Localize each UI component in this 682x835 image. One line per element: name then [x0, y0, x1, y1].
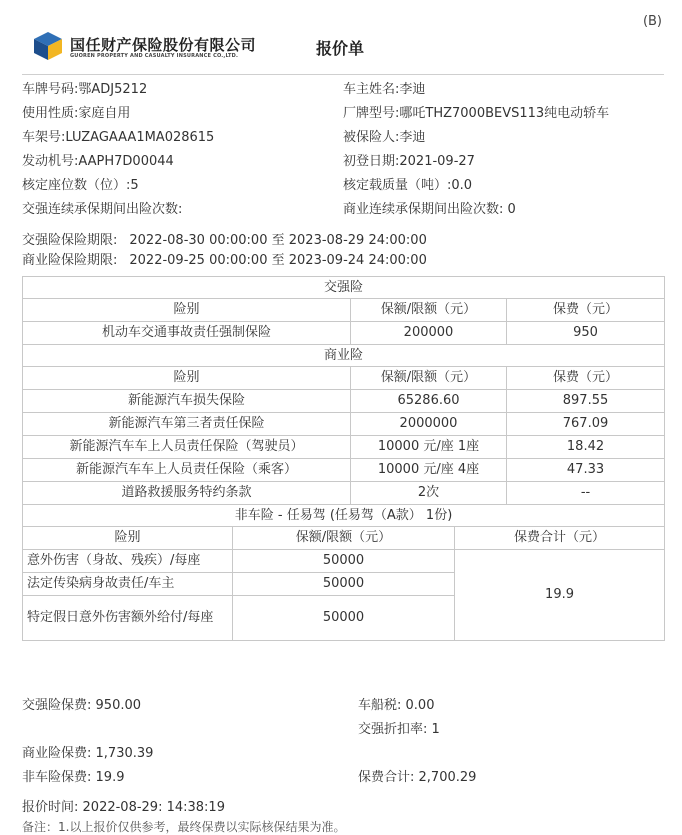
quote-time-label: 报价时间: — [22, 800, 79, 815]
jq-header-row — [23, 299, 665, 322]
owner-name — [343, 78, 425, 97]
model-value: 哪吒THZ7000BEVS113纯电动轿车 — [399, 106, 610, 121]
plate-number — [22, 78, 147, 97]
sy-claim-count — [343, 198, 516, 217]
fc-section-title: 非车险 - 任易驾 (任易驾（A款） 1份) — [23, 505, 665, 527]
fc-premium — [22, 766, 124, 785]
table-row — [23, 322, 665, 345]
jq-section-title: 交强险 — [23, 277, 665, 299]
sy-section-header — [23, 345, 665, 367]
sy-claims-label: 商业连续承保期间出险次数: — [343, 202, 504, 217]
jq-discount-label: 交强折扣率: — [358, 722, 428, 737]
coverage-amount: 50000 — [233, 550, 455, 573]
jq-claims-label: 交强连续承保期间出险次数: — [22, 202, 183, 217]
company-name-cn: 国任财产保险股份有限公司 — [70, 36, 257, 54]
table-row — [23, 550, 665, 573]
load-capacity — [343, 174, 472, 193]
fc-premium-value: 19.9 — [95, 770, 125, 785]
sy-claims-value: 0 — [507, 202, 516, 217]
company-name-en: GUOREN PROPERTY AND CASUALTY INSURANCE CO.,LTD. — [70, 53, 239, 59]
jq-period-label: 交强险保险期限: — [22, 233, 118, 248]
sy-premium-value: 1,730.39 — [95, 746, 154, 761]
load-label: 核定载质量（吨）: — [343, 178, 452, 193]
total-premium — [358, 766, 476, 785]
document-title: 报价单 — [316, 39, 365, 58]
owner-value: 李迪 — [399, 82, 426, 97]
sy-premium — [22, 742, 153, 761]
coverage-name: 机动车交通事故责任强制保险 — [23, 322, 351, 345]
vehicle-tax-value: 0.00 — [405, 698, 435, 713]
fc-section-header — [23, 505, 665, 527]
fc-header-row — [23, 527, 665, 550]
vehicle-tax-label: 车船税: — [358, 698, 402, 713]
sy-section-title: 商业险 — [23, 345, 665, 367]
coverage-premium: 950 — [507, 322, 665, 345]
jq-discount-value: 1 — [431, 722, 440, 737]
model-label: 厂牌型号: — [343, 106, 400, 121]
coverage-amount: 10000 元/座 1座 — [351, 436, 507, 459]
coverage-amount: 50000 — [233, 573, 455, 596]
plate-label: 车牌号码: — [22, 82, 79, 97]
jq-period-start: 2022-08-30 00:00:00 — [129, 233, 268, 248]
jq-period — [22, 229, 427, 248]
jq-col-amount: 保额/限额（元） — [351, 299, 507, 322]
coverage-name: 道路救援服务特约条款 — [23, 482, 351, 505]
registration-date — [343, 150, 475, 169]
seats-label: 核定座位数（位）: — [22, 178, 131, 193]
jq-period-sep: 至 — [271, 233, 285, 248]
coverage-name: 新能源汽车车上人员责任保险（驾驶员） — [23, 436, 351, 459]
fc-premium-total: 19.9 — [455, 550, 665, 641]
sy-header-row — [23, 367, 665, 390]
vin-number — [22, 126, 214, 145]
jq-discount — [358, 718, 440, 737]
load-value: 0.0 — [451, 178, 473, 193]
usage-value: 家庭自用 — [78, 106, 131, 121]
header-divider — [22, 74, 664, 75]
table-row — [23, 436, 665, 459]
usage-label: 使用性质: — [22, 106, 79, 121]
fc-col-coverage: 险别 — [23, 527, 233, 550]
sy-period-sep: 至 — [271, 253, 285, 268]
reg-date-label: 初登日期: — [343, 154, 400, 169]
jq-period-end: 2023-08-29 24:00:00 — [288, 233, 427, 248]
seat-count — [22, 174, 139, 193]
coverage-amount: 10000 元/座 4座 — [351, 459, 507, 482]
remark-note: 备注：1.以上报价仅供参考，最终保费以实际核保结果为准。 — [22, 820, 346, 834]
coverage-name: 新能源汽车第三者责任保险 — [23, 413, 351, 436]
jq-col-premium: 保费（元） — [507, 299, 665, 322]
engine-value: AAPH7D00044 — [78, 154, 174, 169]
quote-time-value: 2022-08-29: 14:38:19 — [82, 800, 225, 815]
table-row — [23, 390, 665, 413]
sy-col-premium: 保费（元） — [507, 367, 665, 390]
table-row — [23, 482, 665, 505]
jq-premium — [22, 694, 141, 713]
plate-value: 鄂ADJ5212 — [78, 82, 148, 97]
coverage-premium: -- — [507, 482, 665, 505]
coverage-amount: 65286.60 — [351, 390, 507, 413]
sy-col-coverage: 险别 — [23, 367, 351, 390]
coverage-premium: 767.09 — [507, 413, 665, 436]
coverage-amount: 2次 — [351, 482, 507, 505]
total-premium-value: 2,700.29 — [418, 770, 477, 785]
fc-premium-label: 非车险保费: — [22, 770, 92, 785]
fc-col-amount: 保额/限额（元） — [233, 527, 455, 550]
sy-period — [22, 249, 427, 268]
coverage-name: 新能源汽车车上人员责任保险（乘客） — [23, 459, 351, 482]
coverage-name: 新能源汽车损失保险 — [23, 390, 351, 413]
table-row — [23, 413, 665, 436]
coverage-name: 意外伤害（身故、残疾）/每座 — [23, 550, 233, 573]
coverage-amount: 2000000 — [351, 413, 507, 436]
jq-premium-label: 交强险保费: — [22, 698, 92, 713]
usage-type — [22, 102, 130, 121]
vin-value: LUZAGAAA1MA028615 — [65, 130, 215, 145]
seats-value: 5 — [130, 178, 139, 193]
vehicle-model — [343, 102, 609, 121]
jq-claim-count — [22, 198, 182, 217]
coverage-amount: 50000 — [233, 596, 455, 641]
sy-premium-label: 商业险保费: — [22, 746, 92, 761]
coverage-premium: 18.42 — [507, 436, 665, 459]
quote-time — [22, 796, 225, 815]
coverage-amount: 200000 — [351, 322, 507, 345]
sy-col-amount: 保额/限额（元） — [351, 367, 507, 390]
total-premium-label: 保费合计: — [358, 770, 415, 785]
engine-label: 发动机号: — [22, 154, 79, 169]
insured-value: 李迪 — [399, 130, 426, 145]
fc-col-premium-total: 保费合计（元） — [455, 527, 665, 550]
sy-period-label: 商业险保险期限: — [22, 253, 118, 268]
coverage-name: 特定假日意外伤害额外给付/每座 — [23, 596, 233, 641]
jq-premium-value: 950.00 — [95, 698, 142, 713]
engine-number — [22, 150, 174, 169]
company-logo-icon — [32, 31, 64, 61]
owner-label: 车主姓名: — [343, 82, 400, 97]
coverage-premium: 47.33 — [507, 459, 665, 482]
coverage-table — [22, 276, 665, 641]
sy-period-end: 2023-09-24 24:00:00 — [288, 253, 427, 268]
reg-date-value: 2021-09-27 — [399, 154, 475, 169]
jq-section-header — [23, 277, 665, 299]
insured-label: 被保险人: — [343, 130, 400, 145]
insured-person — [343, 126, 425, 145]
form-version-mark: (B) — [642, 14, 662, 29]
sy-period-start: 2022-09-25 00:00:00 — [129, 253, 268, 268]
vehicle-tax — [358, 694, 434, 713]
table-row — [23, 459, 665, 482]
coverage-name: 法定传染病身故责任/车主 — [23, 573, 233, 596]
jq-col-coverage: 险别 — [23, 299, 351, 322]
vin-label: 车架号: — [22, 130, 66, 145]
coverage-premium: 897.55 — [507, 390, 665, 413]
